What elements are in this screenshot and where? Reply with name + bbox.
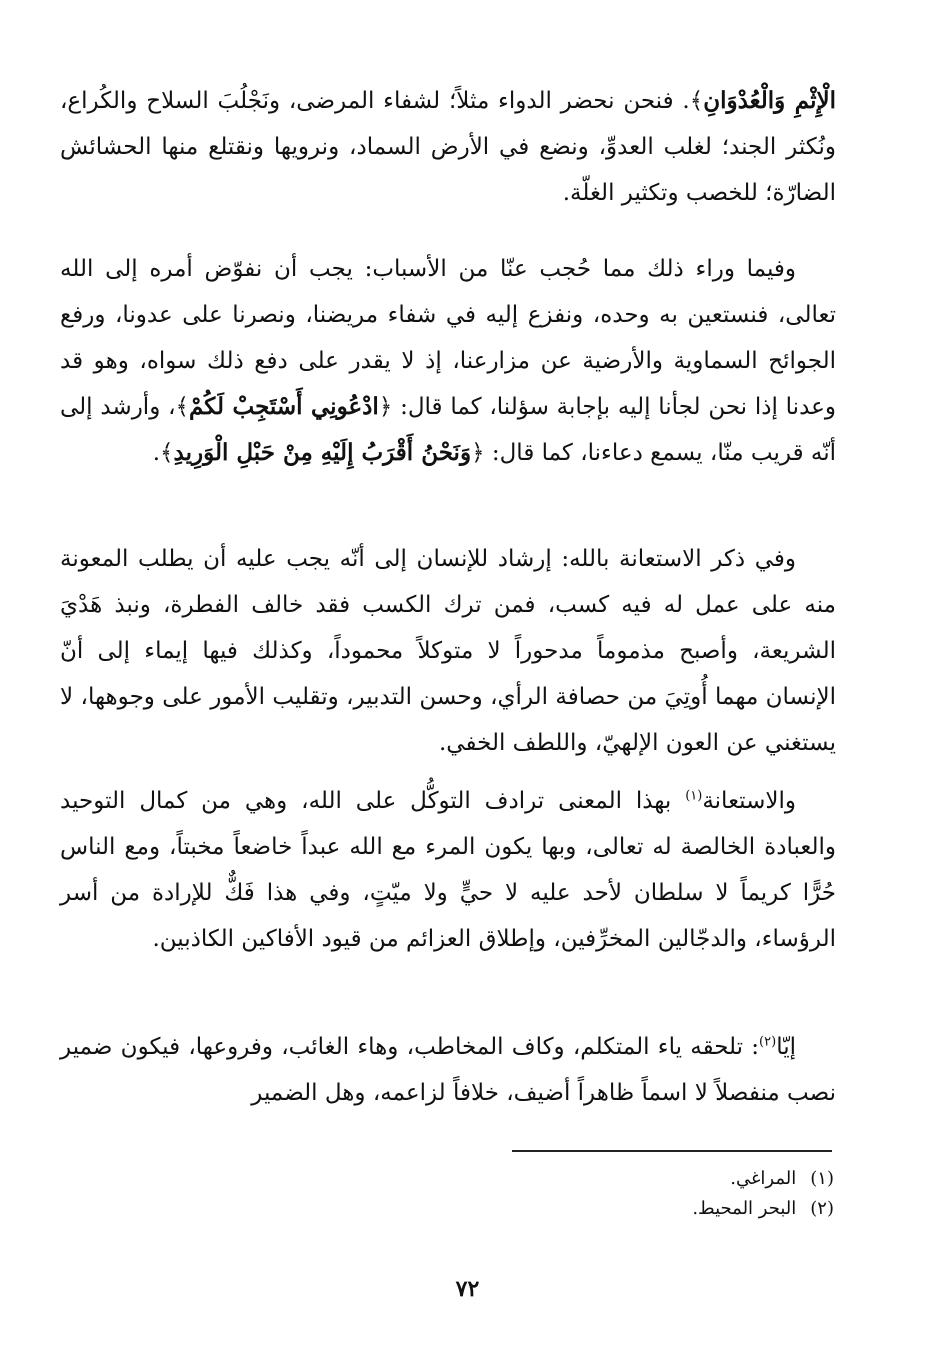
footnote-text: المراغي. [730,1168,797,1189]
paragraph-5 [60,1024,836,1116]
page-number: ٧٢ [455,1276,480,1302]
paragraph-text: وفي ذكر الاستعانة بالله: إرشاد للإنسان إلى أنّه يجب عليه أن يطلب المعونة منه على عمل له فيه كسب، فمن ترك الكسب فقد خالف الفطرة، ونبذ هَدْيَ الشريعة، وأصبح مذموماً مدحوراً لا متوكلاً محموداً، وكذلك فيها إيماء إلى أنّ الإنسان مهما أُوتِيَ من حصافة الرأي، وحسن التدبير، وتقليب الأمور على وجوهها، لا يستغني عن العون الإلهيّ، واللطف الخفي. [60,546,836,756]
paragraph-4 [60,778,836,962]
quran-quote: وَنَحْنُ أَقْرَبُ إِلَيْهِ مِنْ حَبْلِ الْوَرِيدِ [173,439,472,466]
footnote-divider [512,1150,832,1152]
paragraph-1 [60,78,836,216]
paragraph-lead: والاستعانة [702,788,796,814]
paragraph-text: بهذا المعنى ترادف التوكُّل على الله، وهي من كمال التوحيد والعبادة الخالصة له تعالى، وبها يكون المرء مع الله عبداً خاضعاً مخبتاً، ومع الناس حُرًّا كريماً لا سلطان لأحد عليه لا حيٍّ ولا ميّتٍ، وفي هذا فَكٌّ للإرادة من أسر الرؤساء، والدجّالين المخرِّفين، وإطلاق العزائم من قيود الأفاكين الكاذبين. [60,788,836,952]
paragraph-text: ﴾. [152,440,174,466]
quran-quote: الْإِثْمِ وَالْعُدْوَانِ [703,87,836,114]
paragraph-lead: إيّا [776,1034,796,1060]
footnote-item [500,1194,834,1224]
paragraph-text: ﴾. فنحن نحضر الدواء مثلاً؛ لشفاء المرضى، ونَجْلُبَ السلاح والكُراع، ونُكثر الجند؛ لغلب العدوِّ، ونضع في الأرض السماد، ونرويها ونقتلع منها الحشائش الضارّة؛ للخصب وتكثير الغلّة. [60,88,836,206]
footnote-item [500,1164,834,1194]
footnotes-list [500,1164,834,1224]
footnote-number: (٢) [810,1198,834,1219]
paragraph-text: ﴾، وأرشد إلى أنّه قريب منّا، يسمع دعاءنا، كما قال: ﴿ [60,394,836,466]
footnote-marker: (١) [685,788,703,804]
footnote-text: البحر المحيط. [692,1198,797,1219]
footnote-marker: (٢) [759,1034,777,1050]
quran-quote: ادْعُونِي أَسْتَجِبْ لَكُمْ [188,393,379,420]
paragraph-text: : تلحقه ياء المتكلم، وكاف المخاطب، وهاء الغائب، وفروعها، فيكون ضمير نصب منفصلاً لا اسماً ظاهراً أضيف، خلافاً لزاعمه، وهل الضمير [60,1034,836,1106]
paragraph-text: وفيما وراء ذلك مما حُجب عنّا من الأسباب: يجب أن نفوّض أمره إلى الله تعالى، فنستعين به وحده، ونفزع إليه في شفاء مريضنا، ونصرنا على عدونا، ورفع الجوائح السماوية والأرضية عن مزارعنا، إذ لا يقدر على دفع ذلك سواه، وهو قد وعدنا إذا نحن لجأنا إليه بإجابة سؤلنا، كما قال: ﴿ [60,256,836,420]
paragraph-3 [60,536,836,766]
paragraph-2 [60,246,836,476]
footnote-number: (١) [810,1168,834,1189]
